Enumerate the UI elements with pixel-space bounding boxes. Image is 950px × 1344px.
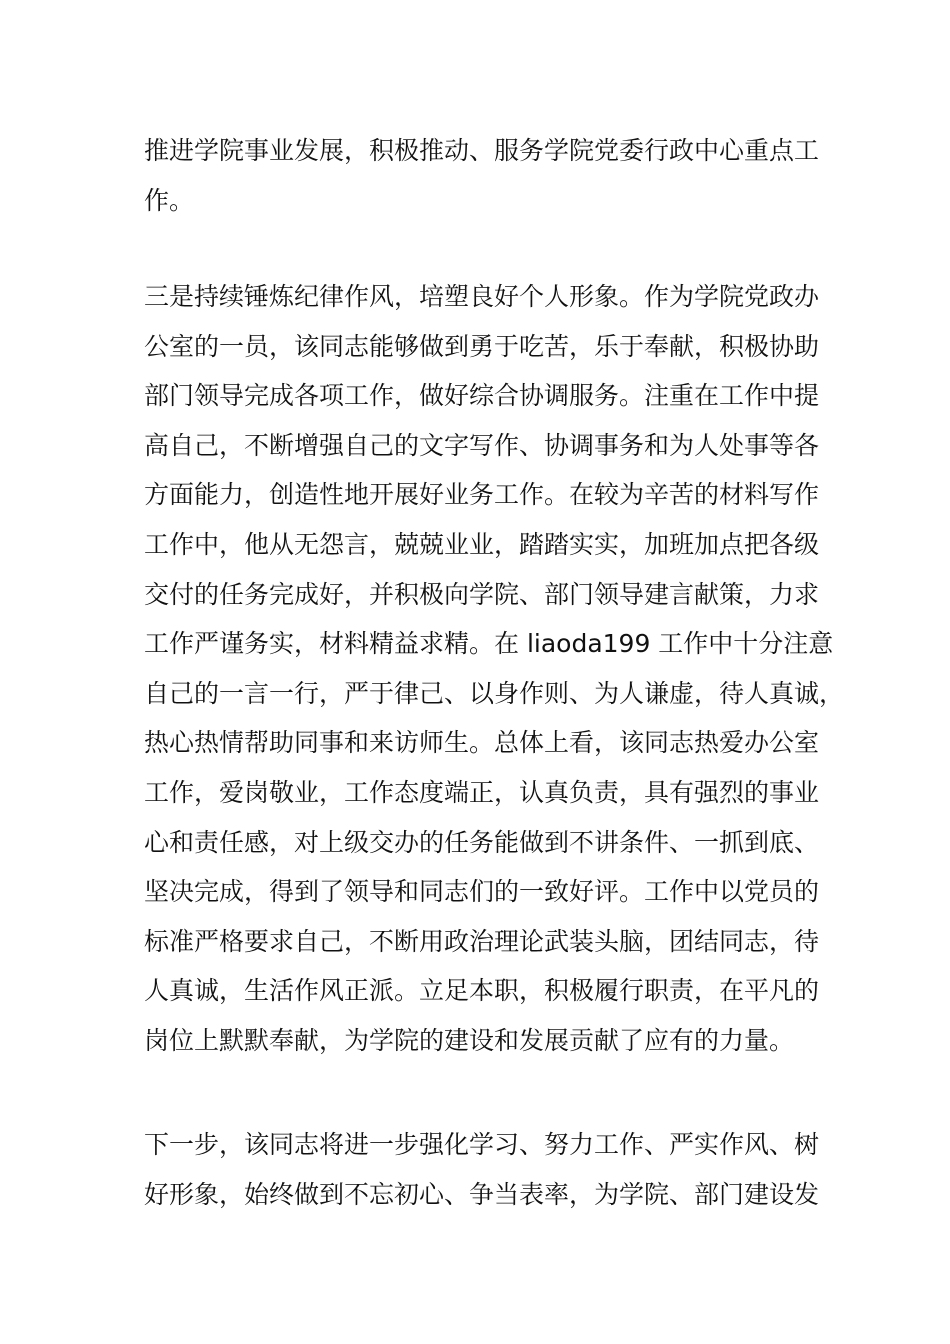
paragraph-2-line-12: 心和责任感，对上级交办的任务能做到不讲条件、一抓到底、	[144, 827, 820, 857]
paragraph-3-line-2: 好形象，始终做到不忘初心、争当表率，为学院、部门建设发	[144, 1179, 820, 1209]
paragraph-2-line-5: 方面能力，创造性地开展好业务工作。在较为辛苦的材料写作	[144, 480, 820, 510]
paragraph-1-line-2: 作。	[144, 185, 195, 215]
paragraph-2-line-15: 人真诚，生活作风正派。立足本职，积极履行职责，在平凡的	[144, 976, 820, 1006]
paragraph-1-line-1: 推进学院事业发展，积极推动、服务学院党委行政中心重点工	[144, 136, 820, 165]
paragraph-2-line-7: 交付的任务完成好，并积极向学院、部门领导建言献策，力求	[144, 579, 820, 609]
paragraph-2-line-11: 工作，爱岗敬业，工作态度端正，认真负责，具有强烈的事业	[144, 778, 820, 807]
paragraph-2-line-10: 热心热情帮助同事和来访师生。总体上看，该同志热爱办公室	[144, 728, 820, 758]
paragraph-2-line-9: 自己的一言一行，严于律己、以身作则、为人谦虚，待人真诚，	[144, 678, 845, 708]
paragraph-2-line-16: 岗位上默默奉献，为学院的建设和发展贡献了应有的力量。	[144, 1026, 795, 1055]
paragraph-2-line-4: 高自己，不断增强自己的文字写作、协调事务和为人处事等各	[144, 430, 820, 460]
paragraph-2-line-2: 公室的一员，该同志能够做到勇于吃苦，乐于奉献，积极协助	[144, 331, 820, 361]
paragraph-2-line-3: 部门领导完成各项工作，做好综合协调服务。注重在工作中提	[144, 381, 820, 411]
paragraph-2-line-13: 坚决完成，得到了领导和同志们的一致好评。工作中以党员的	[144, 877, 820, 907]
paragraph-2-line-8: 工作严谨务实，材料精益求精。在 liaoda199 工作中十分注意	[144, 629, 834, 659]
paragraph-3-line-1: 下一步，该同志将进一步强化学习、努力工作、严实作风、树	[144, 1130, 820, 1159]
paragraph-2-line-14: 标准严格要求自己，不断用政治理论武装头脑，团结同志，待	[144, 926, 820, 956]
paragraph-2-line-1: 三是持续锤炼纪律作风，培塑良好个人形象。作为学院党政办	[144, 282, 820, 311]
paragraph-2-line-6: 工作中，他从无怨言，兢兢业业，踏踏实实，加班加点把各级	[144, 530, 820, 559]
